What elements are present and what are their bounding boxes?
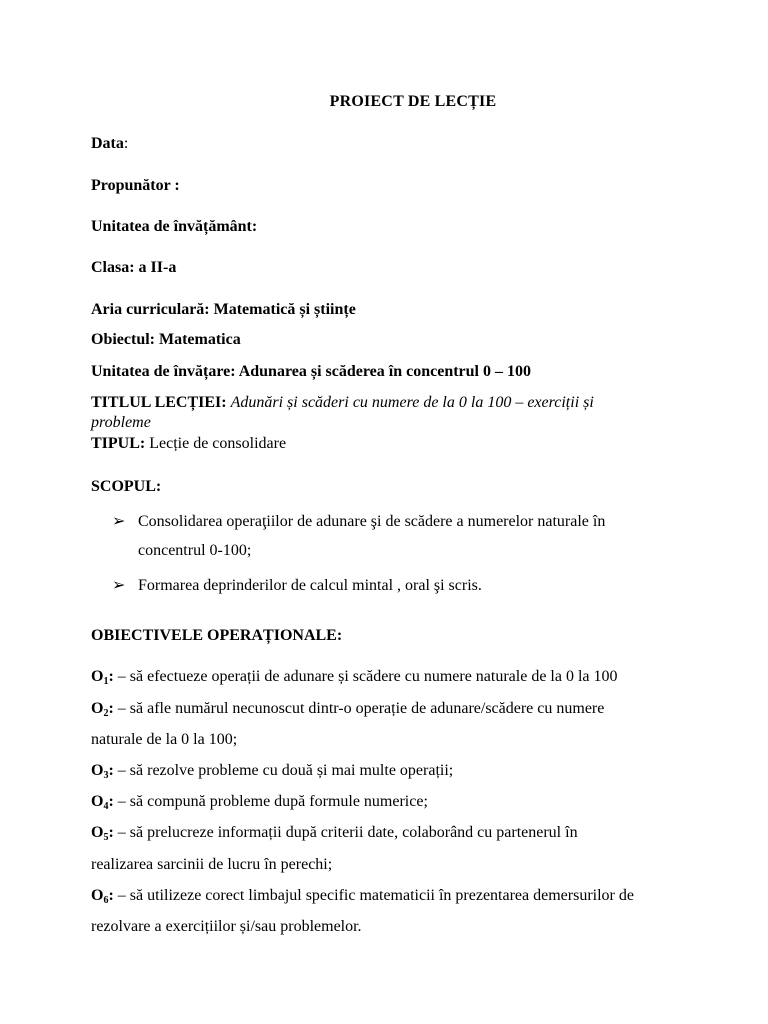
field-data-label: Data <box>91 135 124 152</box>
field-clasa: Clasa: a II-a <box>91 259 177 276</box>
objective-o2-line2: naturale de la 0 la 100; <box>91 731 238 748</box>
objective-o6 <box>91 887 634 905</box>
objective-o2 <box>91 700 604 718</box>
scopul-item-2 <box>112 575 482 595</box>
field-unitatea-invatamant: Unitatea de învățământ: <box>91 218 258 235</box>
field-data <box>91 135 128 153</box>
arrow-bullet-icon: ➢ <box>112 577 126 594</box>
tipul-label: TIPUL: <box>91 435 146 452</box>
scopul-item-1 <box>112 511 605 531</box>
objective-o4 <box>91 793 428 811</box>
obiective-heading: OBIECTIVELE OPERAȚIONALE: <box>91 627 343 644</box>
scopul-item-2-line1: Formarea deprinderilor de calcul mintal , oral şi scris. <box>138 577 482 594</box>
scopul-heading: SCOPUL: <box>91 478 162 495</box>
titlul-value-line1: Adunări și scăderi cu numere de la 0 la 100 – exerciții și <box>230 394 594 411</box>
objective-text: – să afle numărul necunoscut dintr-o operație de adunare/scădere cu numere <box>113 700 605 717</box>
objective-text: – să efectueze operații de adunare și scădere cu numere naturale de la 0 la 100 <box>113 668 618 685</box>
field-aria-curriculara: Aria curriculară: Matematică și științe <box>91 301 356 318</box>
objective-code: $O_4$: <box>91 793 114 812</box>
arrow-bullet-icon: ➢ <box>112 513 126 530</box>
objective-text: – să rezolve probleme cu două și mai multe operații; <box>113 762 454 779</box>
objective-o3 <box>91 762 453 780</box>
titlul-label: TITLUL LECȚIEI: <box>91 394 227 411</box>
tipul-value: Lecție de consolidare <box>149 435 287 452</box>
field-tipul <box>91 435 286 453</box>
objective-code: $O_5$: <box>91 824 114 843</box>
scopul-item-1-line2: concentrul 0-100; <box>138 542 252 559</box>
objective-o6-line2: rezolvare a exercițiilor și/sau problemelor. <box>91 918 362 935</box>
objective-o1 <box>91 668 618 686</box>
field-data-colon: : <box>123 135 129 152</box>
field-titlul <box>91 394 594 412</box>
objective-text: – să prelucreze informații după criterii date, colaborând cu partenerul în <box>113 824 578 841</box>
objective-o5 <box>91 824 578 842</box>
objective-code: $O_3$: <box>91 762 114 781</box>
objective-code: $O_2$: <box>91 700 114 719</box>
objective-text: – să compună probleme după formule numerice; <box>113 793 428 810</box>
page-title: PROIECT DE LECȚIE <box>329 93 497 110</box>
objective-o5-line2: realizarea sarcinii de lucru în perechi; <box>91 856 333 873</box>
objective-code: $O_6$: <box>91 887 114 906</box>
field-propunator: Propunător : <box>91 177 180 194</box>
field-obiectul: Obiectul: Matematica <box>91 331 241 348</box>
objective-code: $O_1$: <box>91 668 114 687</box>
field-unitatea-invatare: Unitatea de învățare: Adunarea și scăderea în concentrul 0 – 100 <box>91 363 531 380</box>
scopul-item-1-line1: Consolidarea operaţiilor de adunare şi de scădere a numerelor naturale în <box>138 513 606 530</box>
objective-text: – să utilizeze corect limbajul specific matematicii în prezentarea demersurilor de <box>113 887 634 904</box>
titlul-value-line2: probleme <box>91 414 151 431</box>
